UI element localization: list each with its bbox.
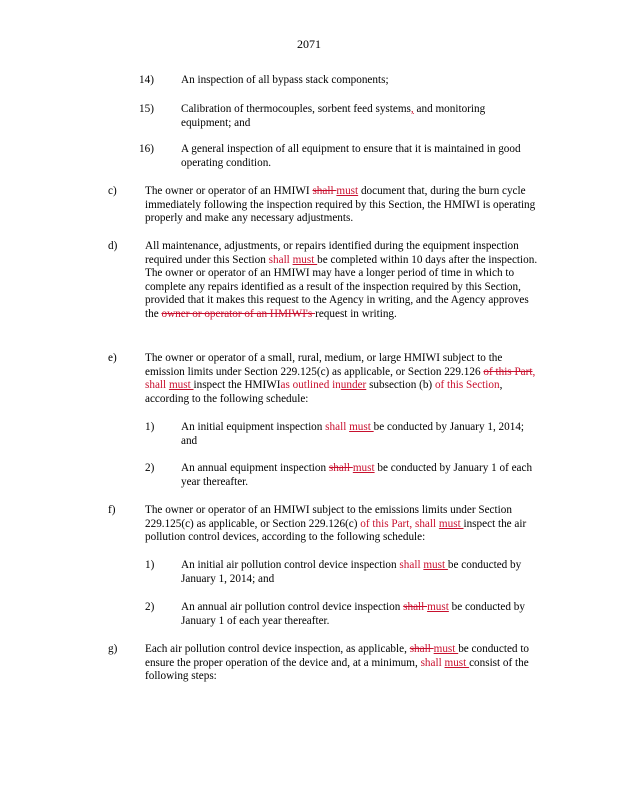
section-c-deleted: shall xyxy=(312,185,337,197)
item-16-number: 16) xyxy=(139,143,154,155)
section-g-label: g) xyxy=(108,643,118,655)
item-f1-number: 1) xyxy=(145,559,155,571)
item-e2-number: 2) xyxy=(145,462,155,474)
item-f1-text: An initial air pollution control device inspection shall must be conducted by January 1, 2014; and xyxy=(181,559,522,585)
section-d-label: d) xyxy=(108,240,118,252)
item-e2-text: An annual equipment inspection shall must be conducted by January 1 of each year thereafter. xyxy=(181,462,533,488)
section-g-text: Each air pollution control device inspection, as applicable, shall must be conducted to ensure the proper operation of the device and, at a minimum, shall must consist of the following steps: xyxy=(145,643,530,683)
item-e1-text: An initial equipment inspection shall must be conducted by January 1, 2014; and xyxy=(181,421,525,447)
item-15-number: 15) xyxy=(139,103,154,115)
item-15-insert: , xyxy=(410,103,414,115)
section-c-text: The owner or operator of an HMIWI shall must document that, during the burn cycle immediately following the inspection required by this Section, the HMIWI is operating properly and make any necessary adjustments. xyxy=(145,185,536,225)
item-14-text: An inspection of all bypass stack components; xyxy=(181,74,389,86)
page-number: 2071 xyxy=(297,37,321,51)
item-16-text: A general inspection of all equipment to ensure that it is maintained in good operating condition. xyxy=(181,143,521,169)
section-f-text: The owner or operator of an HMIWI subject to the emissions limits under Section 229.125(c) as applicable, or Section 229.126(c) of this Part, shall must inspect the air pollution control devices, according to the following schedule: xyxy=(145,504,527,544)
item-14-number: 14) xyxy=(139,74,154,86)
item-f2-text: An annual air pollution control device inspection shall must be conducted by January 1 of each year thereafter. xyxy=(181,601,525,627)
section-d-text: All maintenance, adjustments, or repairs identified during the equipment inspection required under this Section shall must be completed within 10 days after the inspection. The owner or operator of an HMIWI may have a longer period of time in which to complete any repairs identified as a result of the inspection required by this Section, provided that it makes this request to the Agency in writing, and the Agency approves the owner or operator of an HMIWI's request in writing. xyxy=(145,240,538,320)
section-e-label: e) xyxy=(108,352,117,364)
item-15-text: Calibration of thermocouples, sorbent feed systems, and monitoring equipment; and xyxy=(181,103,486,129)
item-f2-number: 2) xyxy=(145,601,155,613)
item-e1-number: 1) xyxy=(145,421,155,433)
section-e-text: The owner or operator of a small, rural, medium, or large HMIWI subject to the emission limits under Section 229.125(c) as applicable, or Section 229.126 of this Part, shall must inspect the HMIWIas outlined inunder subsection (b) of this Section, according to the following schedule: xyxy=(145,352,536,405)
section-c-inserted: must xyxy=(336,185,359,197)
section-d-deleted: owner or operator of an HMIWI's xyxy=(161,307,316,320)
section-c-label: c) xyxy=(108,185,117,197)
section-d-inserted: must xyxy=(292,253,318,266)
section-f-label: f) xyxy=(108,504,116,516)
